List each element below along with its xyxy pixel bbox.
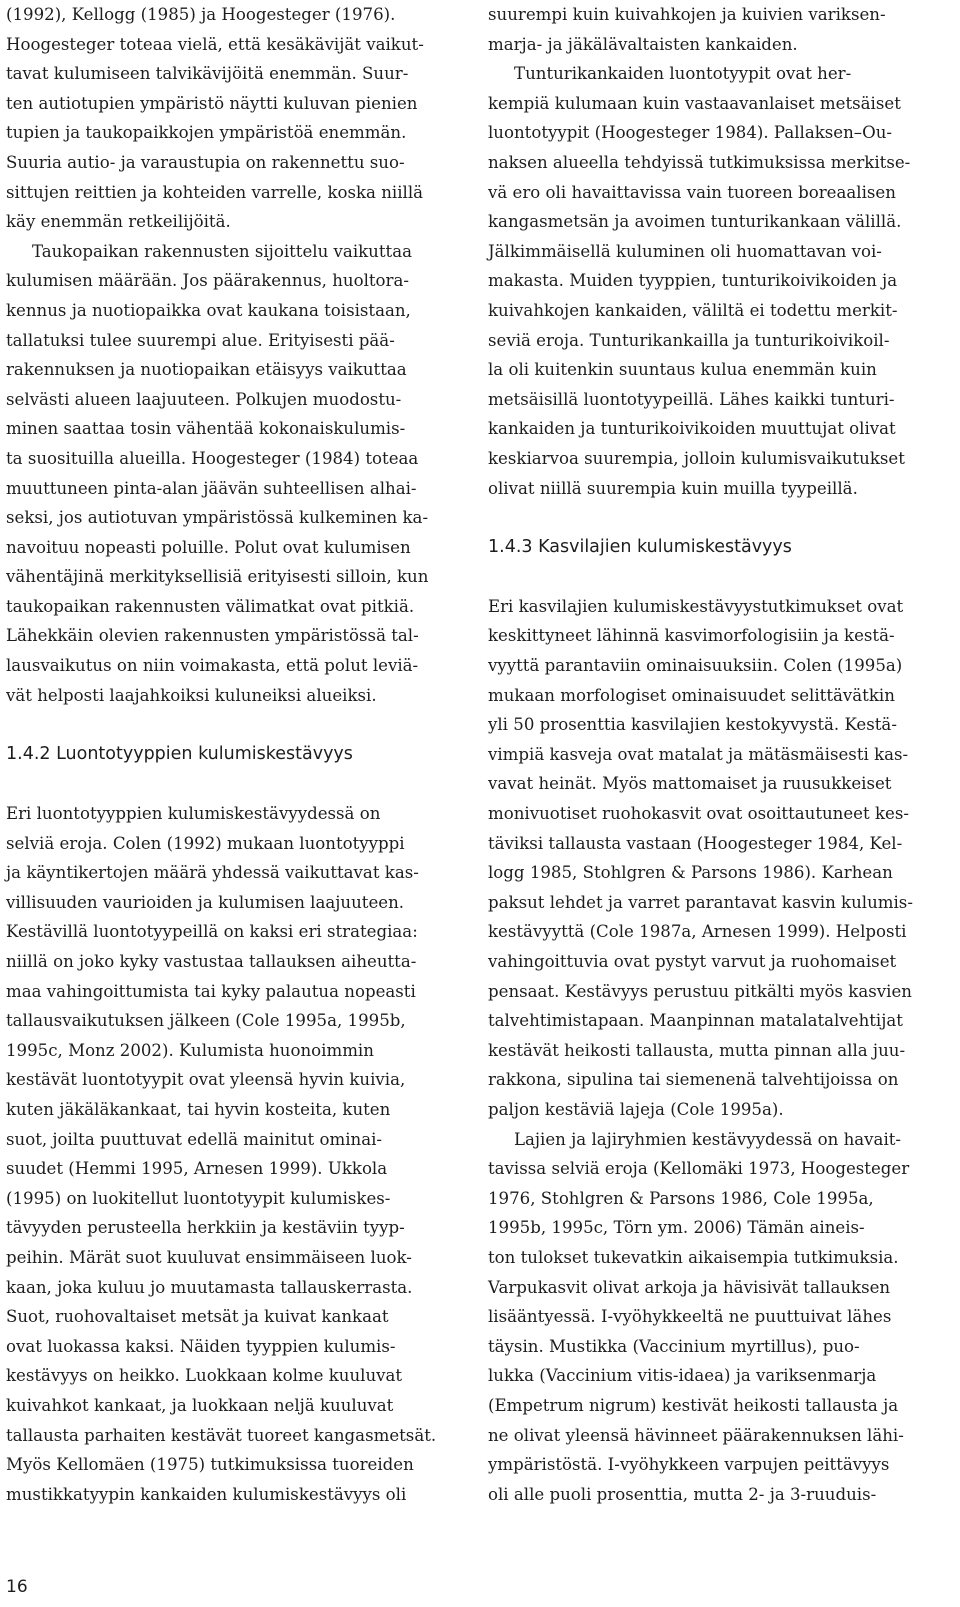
text-line: vyyttä parantaviin ominaisuuksiin. Colen (1995a): [488, 656, 903, 676]
text-line: vä ero oli havaittavissa vain tuoreen boreaalisen: [488, 182, 896, 202]
text-line: Myös Kellomäen (1975) tutkimuksissa tuoreiden: [6, 1455, 414, 1475]
text-line: Lähekkäin olevien rakennusten ympäristössä tal-: [6, 626, 419, 646]
text-line: ton tulokset tukevatkin aikaisempia tutkimuksia.: [488, 1247, 899, 1267]
text-line: mukaan morfologiset ominaisuudet selittävätkin: [488, 685, 895, 705]
text-line: Taukopaikan rakennusten sijoittelu vaikuttaa: [32, 241, 412, 261]
left-column: [6, 0, 452, 1509]
text-line: täysin. Mustikka (Vaccinium myrtillus), puo-: [488, 1336, 860, 1356]
text-line: vavat heinät. Myös mattomaiset ja ruusukkeiset: [488, 774, 892, 794]
text-line: seksi, jos autiotuvan ympäristössä kulkeminen ka-: [6, 508, 429, 528]
paragraph: [488, 592, 936, 1125]
text-line: lausvaikutus on niin voimakasta, että polut leviä-: [6, 656, 419, 676]
text-line: villisuuden vaurioiden ja kulumisen laajuuteen.: [6, 892, 405, 912]
text-line: selviä eroja. Colen (1992) mukaan luontotyyppi: [6, 833, 405, 853]
text-line: ta suosituilla alueilla. Hoogesteger (1984) toteaa: [6, 448, 419, 468]
text-line: ympäristöstä. I-vyöhykkeen varpujen peittävyys: [488, 1455, 890, 1475]
text-line: navoituu nopeasti poluille. Polut ovat kulumisen: [6, 537, 411, 557]
text-line: lisääntyessä. I-vyöhykkeeltä ne puuttuivat lähes: [488, 1307, 892, 1327]
text-line: rakkona, sipulina tai siemenenä talvehtijoissa on: [488, 1070, 899, 1090]
text-line: Eri kasvilajien kulumiskestävyystutkimukset ovat: [488, 596, 904, 616]
paragraph: [6, 237, 452, 711]
text-line: logg 1985, Stohlgren & Parsons 1986). Karhean: [488, 863, 893, 883]
text-line: kaan, joka kuluu jo muutamasta tallauskerrasta.: [6, 1277, 413, 1297]
paragraph: [6, 799, 452, 1509]
text-line: yli 50 prosenttia kasvilajien kestokyvystä. Kestä-: [488, 715, 897, 735]
text-line: kestävät luontotyypit ovat yleensä hyvin kuivia,: [6, 1070, 406, 1090]
text-line: ne olivat yleensä hävinneet päärakennuksen lähi-: [488, 1425, 904, 1445]
text-line: kuivahkojen kankaiden, väliltä ei todettu merkit-: [488, 300, 898, 320]
text-line: kangasmetsän ja avoimen tunturikankaan välillä.: [488, 212, 902, 232]
text-line: ovat luokassa kaksi. Näiden tyyppien kulumis-: [6, 1336, 396, 1356]
text-line: kempiä kulumaan kuin vastaavanlaiset metsäiset: [488, 93, 901, 113]
text-line: metsäisillä luontotyypeillä. Lähes kaikki tunturi-: [488, 389, 895, 409]
text-line: täviksi tallausta vastaan (Hoogesteger 1984, Kel-: [488, 833, 903, 853]
text-line: tallausvaikutuksen jälkeen (Cole 1995a, 1995b,: [6, 1011, 406, 1031]
text-line: la oli kuitenkin suuntaus kulua enemmän kuin: [488, 360, 877, 380]
text-line: kestävyyttä (Cole 1987a, Arnesen 1999). Helposti: [488, 922, 907, 942]
text-line: (Empetrum nigrum) kestivät heikosti tallausta ja: [488, 1395, 899, 1415]
text-line: keskittyneet lähinnä kasvimorfologisiin ja kestä-: [488, 626, 895, 646]
text-line: kulumisen määrään. Jos päärakennus, huoltora-: [6, 271, 409, 291]
text-line: pensaat. Kestävyys perustuu pitkälti myös kasvien: [488, 981, 912, 1001]
text-line: kennus ja nuotiopaikka ovat kaukana toisistaan,: [6, 300, 411, 320]
text-line: Tunturikankaiden luontotyypit ovat her-: [514, 64, 852, 84]
text-line: tallausta parhaiten kestävät tuoreet kangasmetsät.: [6, 1425, 437, 1445]
text-line: 1995b, 1995c, Törn ym. 2006) Tämän aineis-: [488, 1218, 865, 1238]
text-line: mustikkatyypin kankaiden kulumiskestävyys oli: [6, 1484, 407, 1504]
paragraph: [488, 0, 936, 59]
section-heading-1-4-2: 1.4.2 Luontotyyppien kulumiskestävyys: [6, 743, 353, 764]
text-line: minen saattaa tosin vähentää kokonaiskulumis-: [6, 419, 406, 439]
text-line: paljon kestäviä lajeja (Cole 1995a).: [488, 1099, 784, 1119]
text-line: seviä eroja. Tunturikankailla ja tunturikoivikoil-: [488, 330, 890, 350]
text-line: kuivahkot kankaat, ja luokkaan neljä kuuluvat: [6, 1395, 394, 1415]
paragraph: [488, 1125, 936, 1510]
text-line: vät helposti laajahkoiksi kuluneiksi alueiksi.: [6, 685, 377, 705]
paragraph: [488, 59, 936, 503]
text-line: vähentäjinä merkityksellisiä erityisesti silloin, kun: [6, 567, 429, 587]
text-line: 1976, Stohlgren & Parsons 1986, Cole 1995a,: [488, 1188, 874, 1208]
page-number: 16: [6, 1577, 28, 1597]
text-line: vahingoittuvia ovat pystyt varvut ja ruohomaiset: [488, 952, 897, 971]
text-line: Suot, ruohovaltaiset metsät ja kuivat kankaat: [6, 1307, 389, 1327]
text-line: naksen alueella tehdyissä tutkimuksissa merkitse-: [488, 152, 911, 172]
text-line: tavat kulumiseen talvikävijöitä enemmän. Suur-: [6, 64, 409, 84]
text-line: rakennuksen ja nuotiopaikan etäisyys vaikuttaa: [6, 360, 407, 380]
text-line: suurempi kuin kuivahkojen ja kuivien variksen-: [488, 5, 886, 24]
text-line: suudet (Hemmi 1995, Arnesen 1999). Ukkola: [6, 1159, 388, 1179]
text-line: tävyyden perusteella herkkiin ja kestäviin tyyp-: [6, 1218, 405, 1238]
text-line: paksut lehdet ja varret parantavat kasvin kulumis-: [488, 892, 913, 912]
paragraph: [6, 0, 452, 237]
text-line: (1992), Kellogg (1985) ja Hoogesteger (1976).: [6, 5, 396, 24]
text-line: taukopaikan rakennusten välimatkat ovat pitkiä.: [6, 596, 415, 616]
text-line: selvästi alueen laajuuteen. Polkujen muodostu-: [6, 389, 402, 409]
text-line: oli alle puoli prosenttia, mutta 2- ja 3-ruuduis-: [488, 1484, 877, 1504]
text-line: sittujen reittien ja kohteiden varrelle, koska niillä: [6, 182, 424, 202]
text-line: käy enemmän retkeilijöitä.: [6, 212, 231, 232]
text-line: Jälkimmäisellä kuluminen oli huomattavan voi-: [488, 241, 882, 261]
text-line: monivuotiset ruohokasvit ovat osoittautuneet kes-: [488, 804, 909, 824]
text-line: (1995) on luokitellut luontotyypit kulumiskes-: [6, 1188, 391, 1208]
text-line: Varpukasvit olivat arkoja ja hävisivät tallauksen: [488, 1277, 891, 1297]
text-line: kuten jäkäläkankaat, tai hyvin kosteita, kuten: [6, 1099, 391, 1119]
text-line: marja- ja jäkälävaltaisten kankaiden.: [488, 34, 798, 54]
text-line: luontotyypit (Hoogesteger 1984). Pallaksen–Ou-: [488, 123, 892, 143]
text-line: tupien ja taukopaikkojen ympäristöä enemmän.: [6, 123, 407, 143]
right-column: [488, 0, 936, 1509]
text-line: vimpiä kasveja ovat matalat ja mätäsmäisesti kas-: [488, 744, 909, 764]
text-line: Kestävillä luontotyypeillä on kaksi eri strategiaa:: [6, 922, 418, 942]
text-line: Suuria autio- ja varaustupia on rakennettu suo-: [6, 152, 405, 172]
section-heading-1-4-3: 1.4.3 Kasvilajien kulumiskestävyys: [488, 536, 792, 557]
text-line: suot, joilta puuttuvat edellä mainitut ominai-: [6, 1129, 383, 1149]
text-line: maa vahingoittumista tai kyky palautua nopeasti: [6, 981, 416, 1001]
text-line: tavissa selviä eroja (Kellomäki 1973, Hoogesteger: [488, 1159, 910, 1179]
text-line: niillä on joko kyky vastustaa tallauksen aiheutta-: [6, 952, 417, 971]
text-line: muuttuneen pinta-alan jäävän suhteellisen alhai-: [6, 478, 417, 498]
text-line: talvehtimistapaan. Maanpinnan matalatalvehtijat: [488, 1011, 903, 1031]
text-line: Lajien ja lajiryhmien kestävyydessä on havait-: [514, 1129, 902, 1149]
text-line: peihin. Märät suot kuuluvat ensimmäiseen luok-: [6, 1247, 412, 1267]
text-line: keskiarvoa suurempia, jolloin kulumisvaikutukset: [488, 448, 905, 468]
text-line: makasta. Muiden tyyppien, tunturikoivikoiden ja: [488, 271, 898, 291]
text-line: olivat niillä suurempia kuin muilla tyypeillä.: [488, 478, 858, 498]
text-line: kankaiden ja tunturikoivikoiden muuttujat olivat: [488, 419, 896, 439]
text-line: ja käyntikertojen määrä yhdessä vaikuttavat kas-: [6, 863, 419, 883]
text-line: 1995c, Monz 2002). Kulumista huonoimmin: [6, 1040, 374, 1060]
text-line: kestävät heikosti tallausta, mutta pinnan alla juu-: [488, 1040, 906, 1060]
text-line: tallatuksi tulee suurempi alue. Erityisesti pää-: [6, 330, 395, 350]
text-line: Eri luontotyyppien kulumiskestävyydessä on: [6, 804, 381, 824]
text-line: kestävyys on heikko. Luokkaan kolme kuuluvat: [6, 1366, 403, 1386]
text-line: lukka (Vaccinium vitis-idaea) ja variksenmarja: [488, 1366, 877, 1386]
text-line: ten autiotupien ympäristö näytti kuluvan pienien: [6, 93, 418, 113]
text-line: Hoogesteger toteaa vielä, että kesäkävijät vaikut-: [6, 34, 424, 54]
